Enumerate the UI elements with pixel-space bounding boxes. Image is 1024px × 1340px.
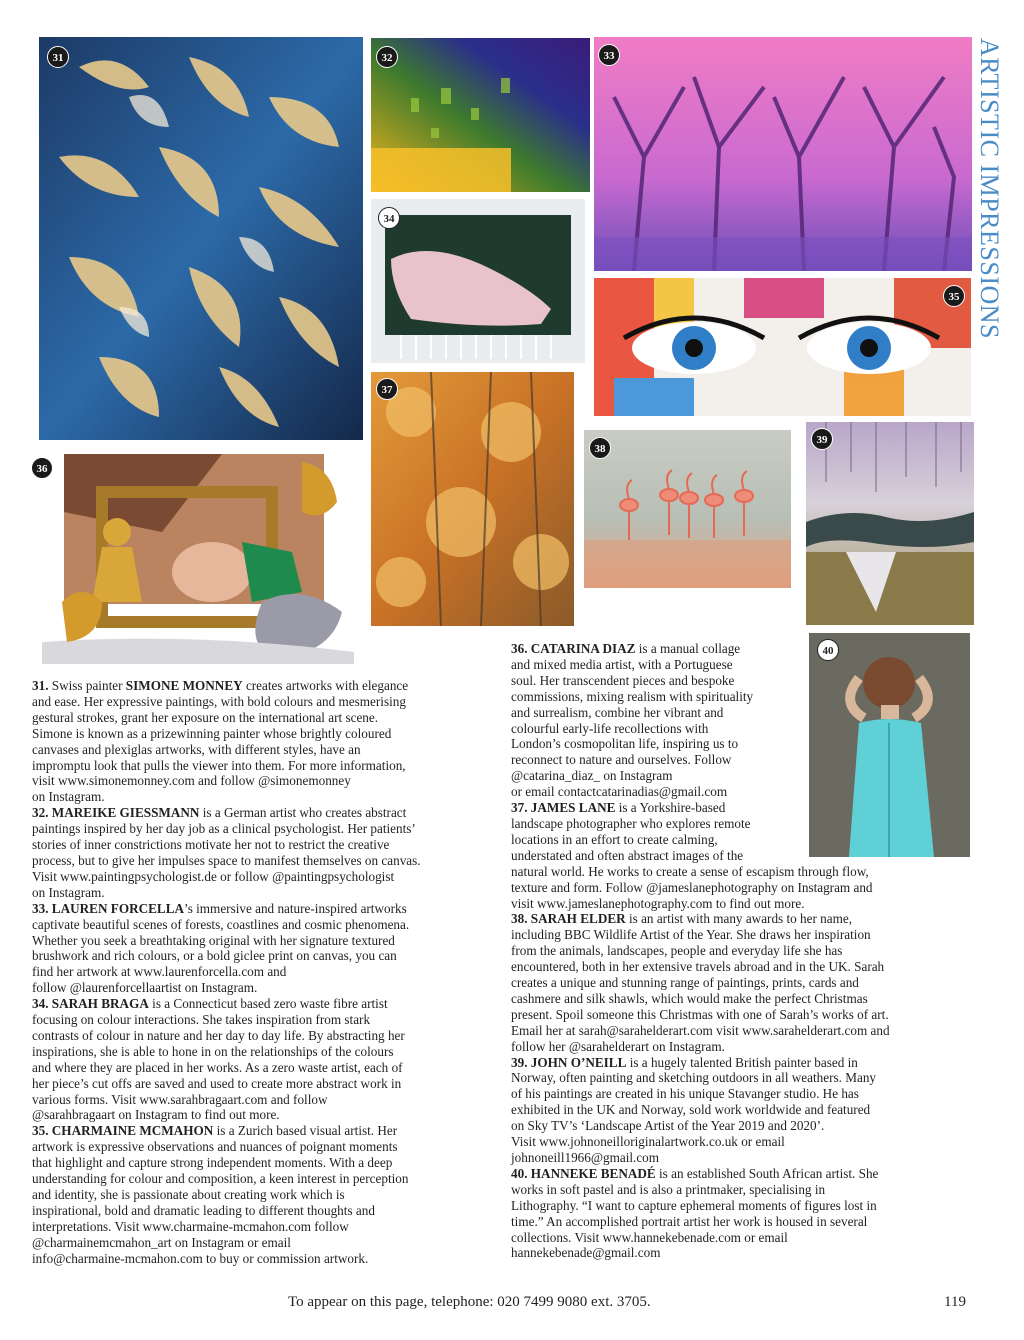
entry-35: 35. CHARMAINE MCMAHON is a Zurich based visual artist. Her artwork is expressive observations and nuances of poignant moments that highlight and capture strong independent moments. With a deep understanding for colour and composition, a keen interest in perception and identity, she is passionate about creating work which is inspirational, bold and dramatic leading to different thoughts and interpretations. Visit www.charmaine-mcmahon.com follow @charmainemcmahon_art on Instagram or email info@charmaine-mcmahon.com to buy or commission artwork. xyxy=(32,1123,409,1266)
page-footer xyxy=(0,1294,1024,1314)
artwork-34 xyxy=(371,199,585,363)
badge-31: 31 xyxy=(47,46,69,68)
badge-34: 34 xyxy=(378,207,400,229)
footer-contact: To appear on this page, telephone: 020 7499 9080 ext. 3705. xyxy=(288,1294,651,1310)
badge-40: 40 xyxy=(817,639,839,661)
entry-34: 34. SARAH BRAGA is a Connecticut based zero waste fibre artist focusing on colour interactions. She takes inspiration from stark contrasts of colour in nature and her day to day life. By abstracting her inspirations, she is able to hone in on the relationships of the colours and where they are placed in her works. As a zero waste artist, each of her piece’s cut offs are saved and used to create more abstract work in various forms. Visit www.sarahbragaart.com and follow @sarahbragaart on Instagram to find out more. xyxy=(32,996,405,1123)
artwork-36 xyxy=(42,452,354,664)
entry-40: 40. HANNEKE BENADÉ is an established South African artist. She works in soft pastel and is also a printmaker, specialising in Lithography. “I want to capture ephemeral moments of figures lost in time.” An accomplished portrait artist her work is housed in several collections. Visit www.hannekebenade.com or email hannekebenade@gmail.com xyxy=(511,1165,879,1261)
artwork-33 xyxy=(594,37,972,271)
right-column xyxy=(511,641,971,1261)
entry-33: 33. LAUREN FORCELLA’s immersive and nature-inspired artworks captivate beautiful scenes of forests, coastlines and cosmic phenomena. Whether you seek a breathtaking original with her signature textured brushwork and rich colours, or a bold giclee print on canvas, you can find her artwork at www.laurenforcella.com and follow @laurenforcellaartist on Instagram. xyxy=(32,900,410,996)
entry-38: 38. SARAH ELDER is an artist with many awards to her name, including BBC Wildlife Artist of the Year. She draws her inspiration from the animals, landscapes, people and everyday life she has encountered, both in her extensive travels abroad and in the UK. Sarah creates a unique and stunning range of paintings, prints, cards and cashmere and silk shawls, which would make the perfect Christmas present. Spoil someone this Christmas with one of Sarah’s works of art. Email her at sarah@sarahelderart.com visit www.sarahelderart.com and follow her @sarahelderart on Instagram. xyxy=(511,911,890,1054)
badge-36: 36 xyxy=(31,457,53,479)
artwork-32 xyxy=(371,38,590,192)
artwork-38 xyxy=(584,430,791,588)
entry-31: 31. Swiss painter SIMONE MONNEY creates artworks with elegance and ease. Her expressive paintings, with bold colours and mesmerising gestural strokes, grant her exposure on the international art scene. Simone is known as a prizewinning painter whose brightly coloured canvases and plexiglas artworks, with different styles, have an impromptu look that pulls the viewer into them. For more information, visit www.simonemonney.com and follow @simonemonney on Instagram. xyxy=(32,678,409,805)
badge-33: 33 xyxy=(598,44,620,66)
artwork-39 xyxy=(806,422,974,625)
badge-35: 35 xyxy=(943,285,965,307)
entry-37: 37. JAMES LANE is a Yorkshire-based landscape photographer who explores remote locations in an effort to create calming, understated and often abstract images of the natural world. He works to create a sense of escapism through flow, texture and form. Follow @jameslanephotography on Instagram and visit www.jameslanephotography.com to find out more. xyxy=(511,800,873,911)
entry-32: 32. MAREIKE GIESSMANN is a German artist who creates abstract paintings inspired by her day job as a clinical psychologist. Her patients’ stories of inner constrictions motivate her not to restrict the creative process, but to give her impulses space to manifest themselves on canvas. Visit www.paintingpsychologist.de or follow @paintingpsychologist on Instagram. xyxy=(32,805,421,900)
badge-39: 39 xyxy=(811,428,833,450)
badge-37: 37 xyxy=(376,378,398,400)
artwork-31 xyxy=(39,37,363,440)
section-title: ARTISTIC IMPRESSIONS xyxy=(975,38,1004,339)
page-number: 119 xyxy=(944,1294,966,1310)
badge-38: 38 xyxy=(589,437,611,459)
badge-32: 32 xyxy=(376,46,398,68)
left-column xyxy=(32,678,494,1267)
artwork-35 xyxy=(594,278,971,416)
entry-39: 39. JOHN O’NEILL is a hugely talented British painter based in Norway, often painting and sketching outdoors in all weathers. Many of his paintings are created in his unique Stavanger studio. He has exhibited in the UK and Norway, sold work worldwide and featured on Sky TV’s ‘Landscape Artist of the Year 2019 and 2020’. Visit www.johnoneilloriginalartwork.co.uk or email johnoneill1966@gmail.com xyxy=(511,1054,877,1165)
entry-36: 36. CATARINA DIAZ is a manual collage and mixed media artist, with a Portuguese soul. Her transcendent pieces and bespoke commissions, mixing realism with spirituality and surrealism, combine her vibrant and colourful early-life recollections with London’s cosmopolitan life, inspiring us to reconnect to nature and ourselves. Follow @catarina_diaz_ on Instagram or email contactcatarinadias@gmail.com xyxy=(511,641,754,800)
artwork-37 xyxy=(371,372,574,626)
